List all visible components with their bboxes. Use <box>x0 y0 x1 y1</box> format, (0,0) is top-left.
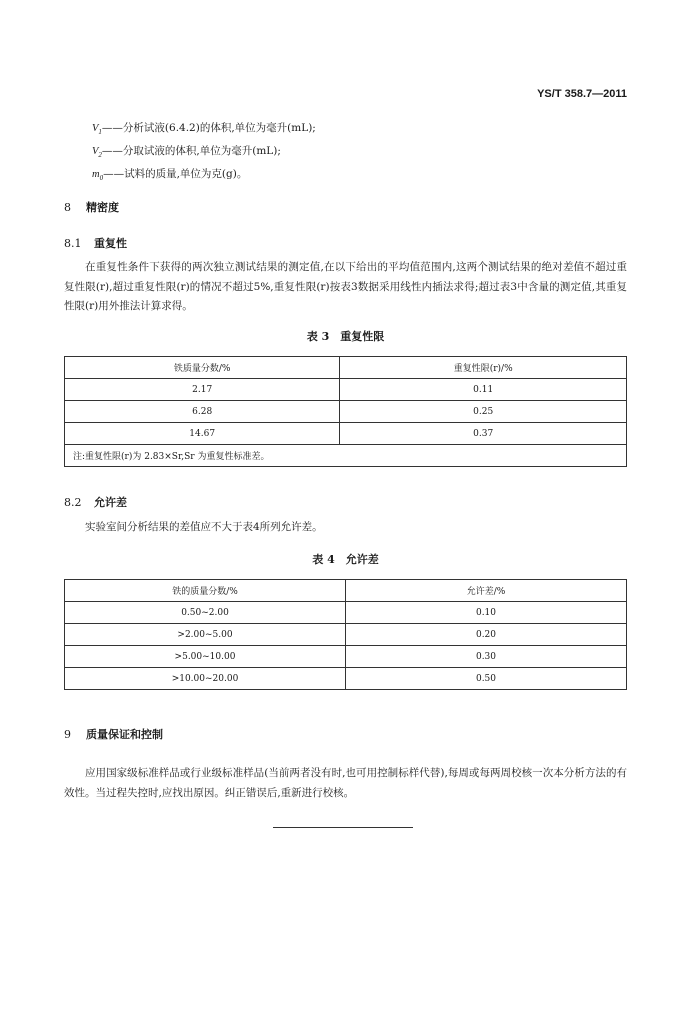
variable-v2: $V_2——$分取试液的体积,单位为毫升(mL); <box>92 145 281 160</box>
table-row <box>65 379 627 401</box>
table-4 <box>64 579 627 690</box>
table-row <box>65 401 627 423</box>
table-cell: 6.28 <box>65 401 340 423</box>
table-cell: >10.00~20.00 <box>65 668 346 690</box>
variable-m0: $m_0——$试料的质量,单位为克(g)。 <box>92 168 248 183</box>
table-row <box>65 602 627 624</box>
table-4-caption: 表 4 允许差 <box>312 553 379 566</box>
section-9-paragraph: 应用国家级标准样品或行业级标准样品(当前两者没有时,也可用控制标样代替),每周或每两周校核一次本分析方法的有效性。当过程失控时,应找出原因。纠正错误后,重新进行校核。 <box>64 767 627 799</box>
table-cell: 2.17 <box>65 379 340 401</box>
table-cell: >5.00~10.00 <box>65 646 346 668</box>
table-row <box>65 646 627 668</box>
section-8-1-paragraph: 在重复性条件下获得的两次独立测试结果的测定值,在以下给出的平均值范围内,这两个测试结果的绝对差值不超过重复性限(r),超过重复性限(r)的情况不超过5%,重复性限(r)按表3数据采用线性内插法求得;超过表3中含量的测定值,其重复性限(r)用外推法计算求得。 <box>64 261 627 312</box>
table-cell: >2.00~5.00 <box>65 624 346 646</box>
section-8-2-paragraph: 实验室间分析结果的差值应不大于表4所列允许差。 <box>85 521 323 533</box>
table-cell: 0.30 <box>346 646 627 668</box>
variable-v1: $V_1——$分析试液(6.4.2)的体积,单位为毫升(mL); <box>92 122 316 137</box>
standard-id: YS/T 358.7—2011 <box>537 88 627 100</box>
section-9-heading: 9 质量保证和控制 <box>64 728 163 741</box>
table-cell: 0.20 <box>346 624 627 646</box>
table-header: 铁的质量分数/% <box>65 580 346 602</box>
end-rule <box>273 827 413 828</box>
table-cell: 0.50 <box>346 668 627 690</box>
table-3-caption: 表 3 重复性限 <box>306 330 385 343</box>
table-row <box>65 580 627 602</box>
table-3 <box>64 356 627 467</box>
table-note: 注:重复性限(r)为 2.83×Sr,Sr 为重复性标准差。 <box>65 445 627 467</box>
section-8-1-heading: 8.1 重复性 <box>64 237 127 250</box>
table-header: 铁质量分数/% <box>65 357 340 379</box>
table-row <box>65 357 627 379</box>
table-cell: 0.50~2.00 <box>65 602 346 624</box>
table-row <box>65 445 627 467</box>
table-row <box>65 668 627 690</box>
table-cell: 0.10 <box>346 602 627 624</box>
table-cell: 14.67 <box>65 423 340 445</box>
table-row <box>65 423 627 445</box>
table-cell: 0.11 <box>340 379 627 401</box>
table-header: 允许差/% <box>346 580 627 602</box>
table-cell: 0.25 <box>340 401 627 423</box>
section-8-heading: 8 精密度 <box>64 201 119 214</box>
table-cell: 0.37 <box>340 423 627 445</box>
variable-definitions <box>92 119 316 188</box>
section-8-2-heading: 8.2 允许差 <box>64 496 127 509</box>
table-row <box>65 624 627 646</box>
table-header: 重复性限(r)/% <box>340 357 627 379</box>
